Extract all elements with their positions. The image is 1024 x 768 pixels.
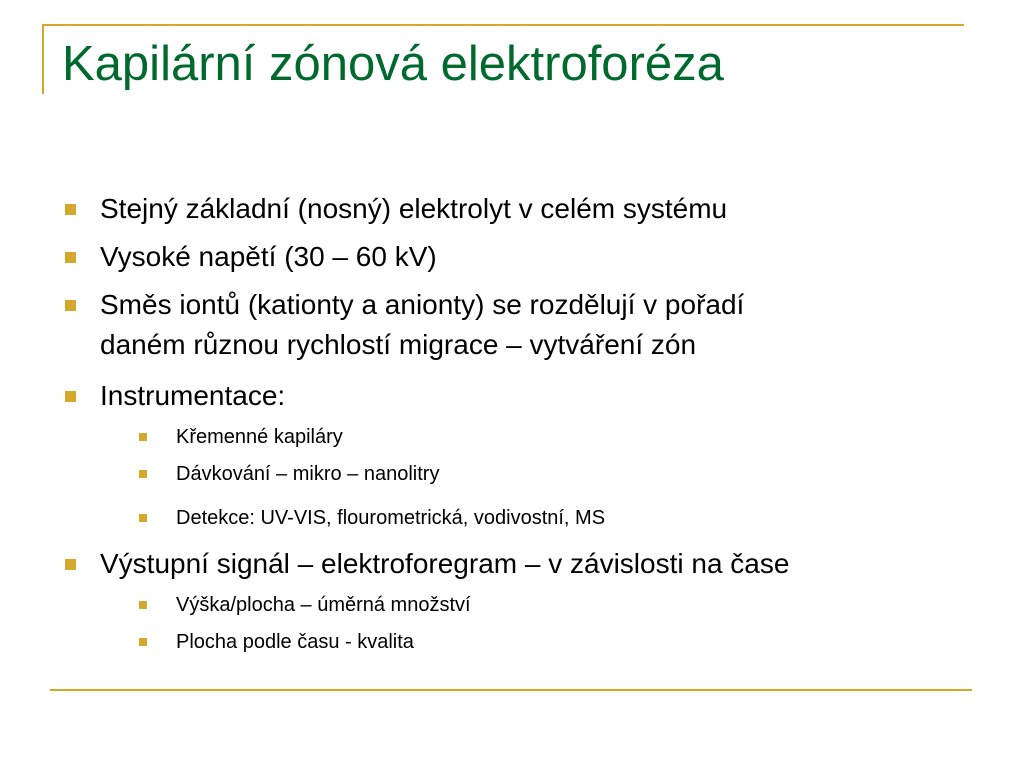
sub-bullet-item: Plocha podle času - kvalita xyxy=(176,631,414,653)
sub-bullet-item: Dávkování – mikro – nanolitry xyxy=(176,463,440,485)
slide-frame-left-line xyxy=(42,24,44,94)
bullet-item: Stejný základní (nosný) elektrolyt v celém systému xyxy=(100,193,728,224)
slide-frame-bottom-line xyxy=(50,689,972,691)
bullet-marker xyxy=(65,252,76,263)
sub-bullet-marker xyxy=(139,514,147,522)
sub-bullet-marker xyxy=(139,638,147,646)
bullet-marker xyxy=(65,559,76,570)
sub-bullet-item: Křemenné kapiláry xyxy=(176,426,343,448)
bullet-marker xyxy=(65,391,76,402)
sub-bullet-marker xyxy=(139,470,147,478)
bullet-item: Vysoké napětí (30 – 60 kV) xyxy=(100,241,437,272)
sub-bullet-item: Výška/plocha – úměrná množství xyxy=(176,594,471,616)
bullet-marker xyxy=(65,204,76,215)
bullet-item: Instrumentace: xyxy=(100,380,286,411)
bullet-item xyxy=(100,285,960,365)
bullet-item: Výstupní signál – elektroforegram – v závislosti na čase xyxy=(100,548,790,579)
bullet-marker xyxy=(65,300,76,311)
slide-title: Kapilární zónová elektroforéza xyxy=(62,37,724,91)
sub-bullet-marker xyxy=(139,433,147,441)
bullet-item-line: daném různou rychlostí migrace – vytváření zón xyxy=(100,329,697,360)
bullet-item-line: Směs iontů (kationty a anionty) se rozdělují v pořadí xyxy=(100,289,745,320)
slide-frame-top-line xyxy=(42,24,964,26)
sub-bullet-item: Detekce: UV-VIS, flourometrická, vodivostní, MS xyxy=(176,507,606,529)
sub-bullet-marker xyxy=(139,601,147,609)
